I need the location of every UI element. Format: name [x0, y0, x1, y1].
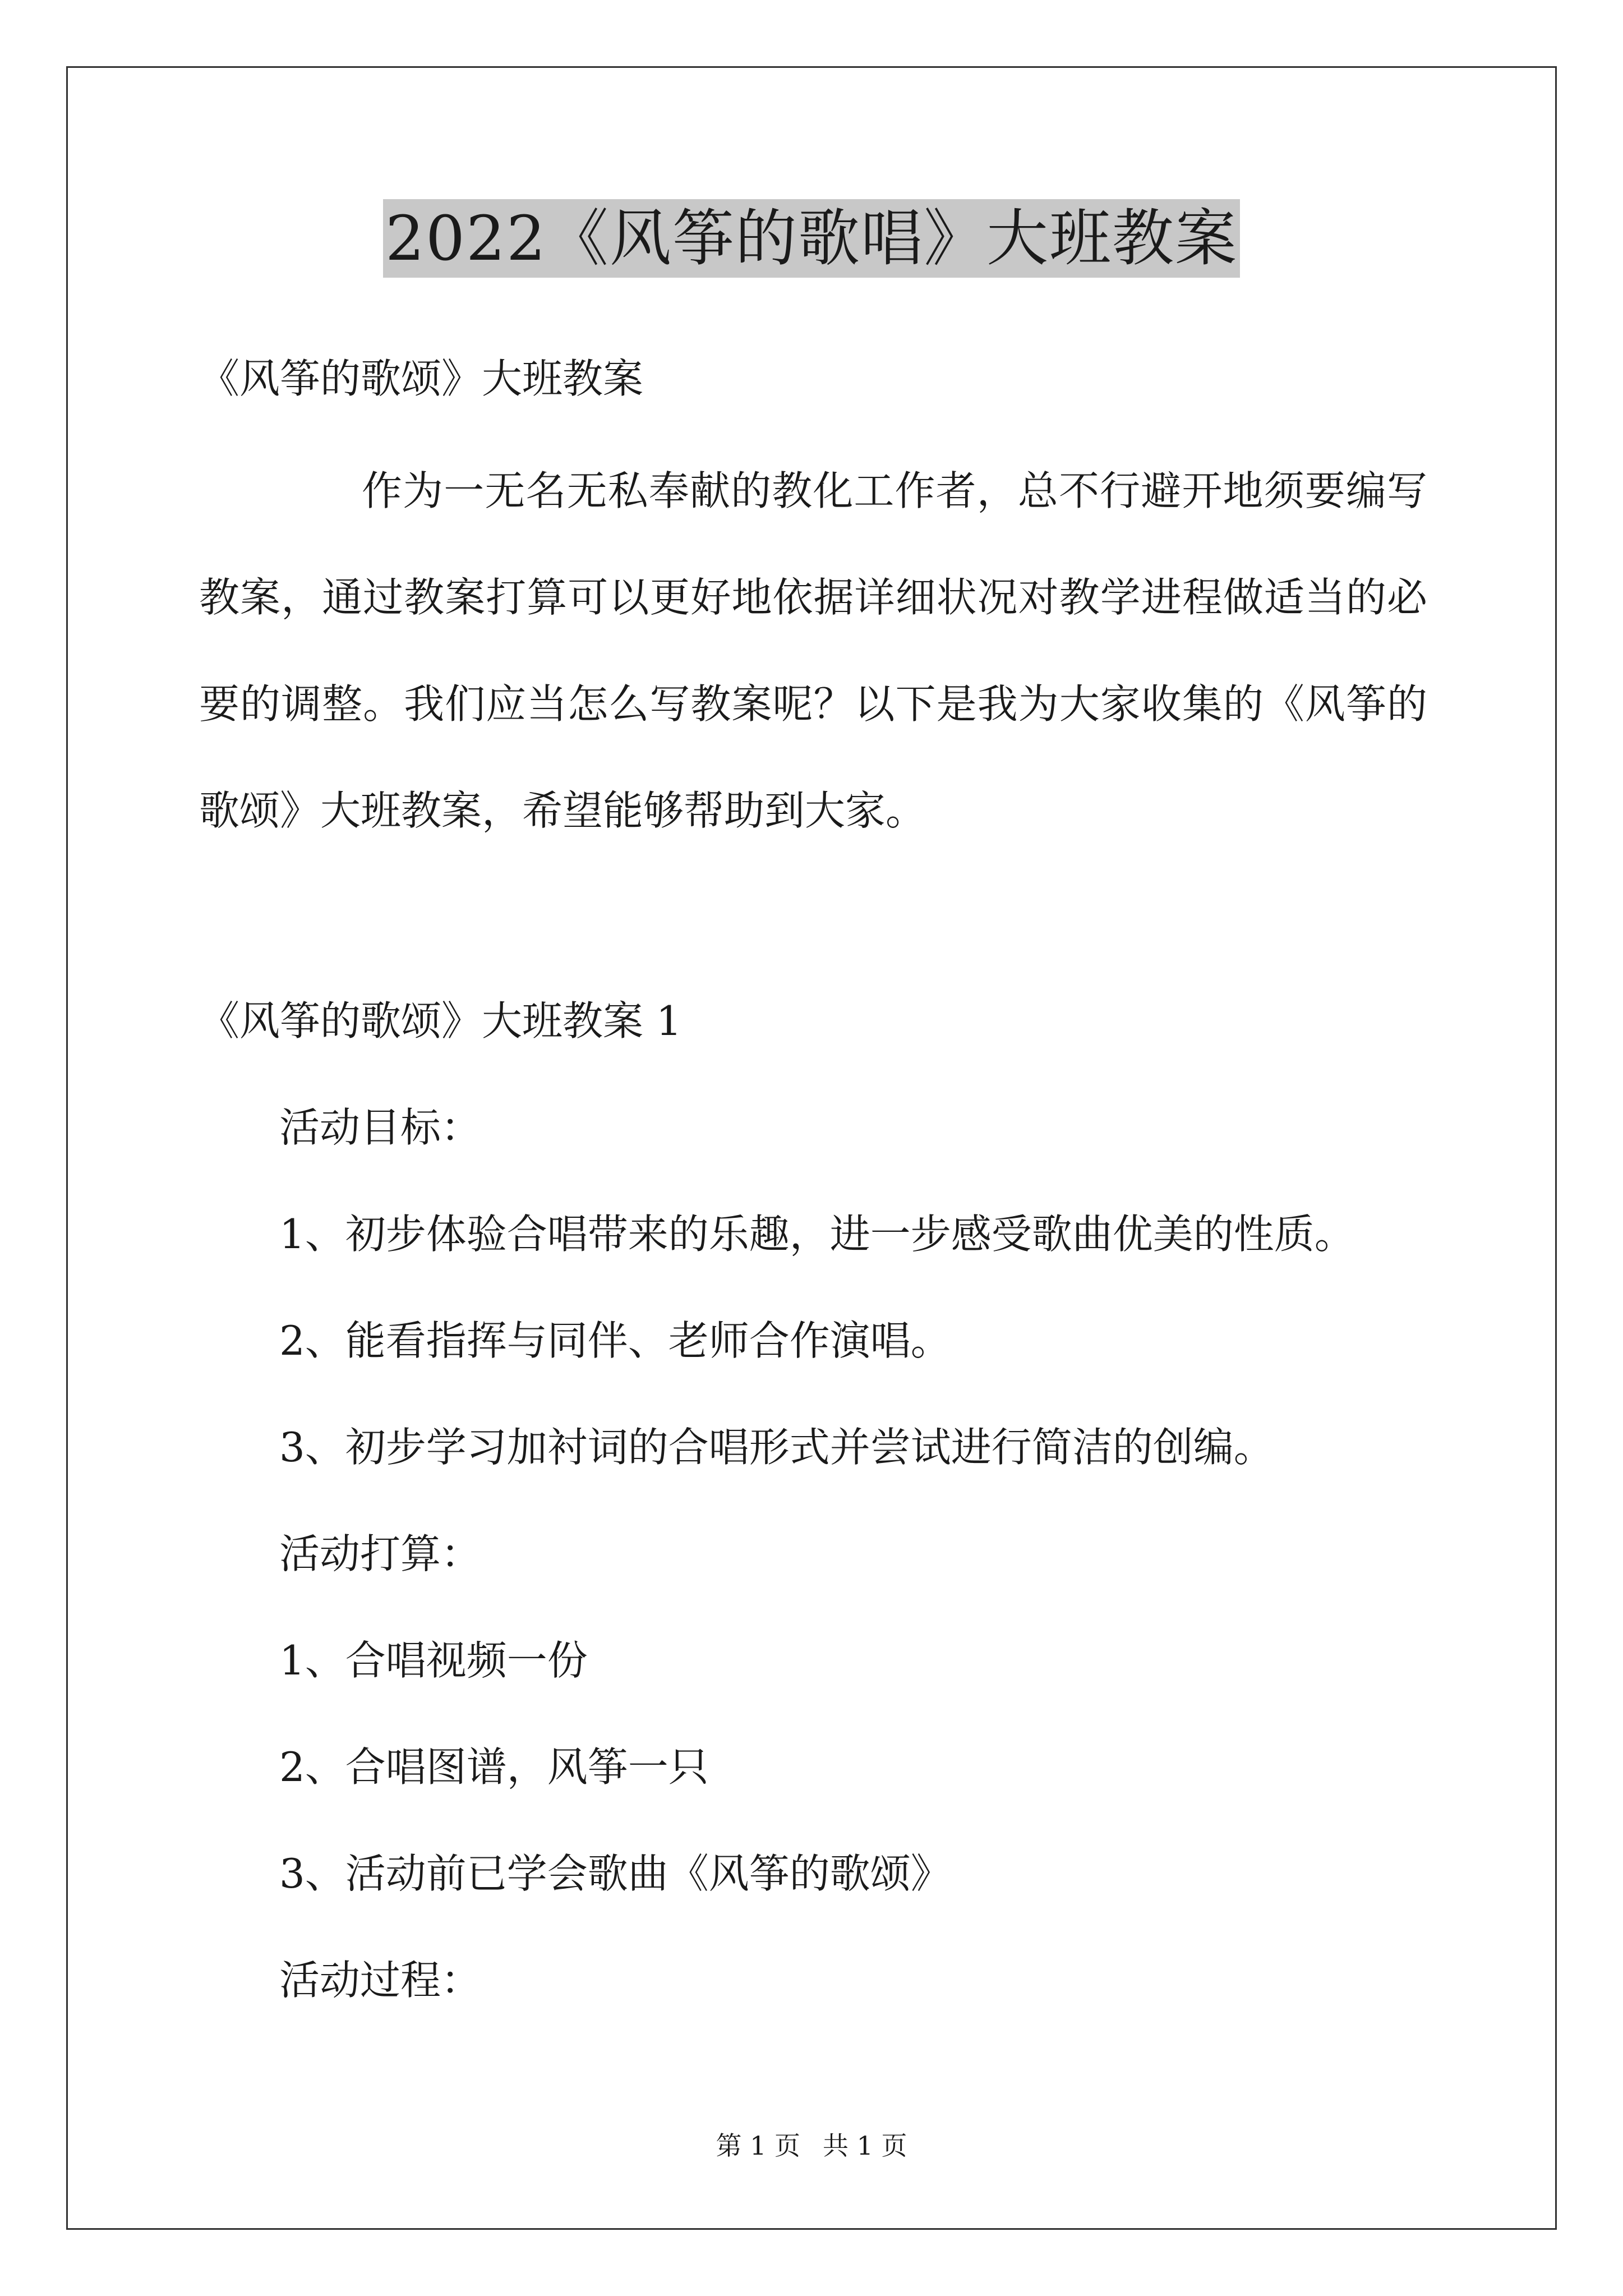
prep-item: 3、活动前已学会歌曲《风筝的歌颂》	[279, 1850, 951, 1897]
title-block	[0, 199, 1623, 278]
goal-item: 3、初步学习加衬词的合唱形式并尝试进行简洁的创编。	[279, 1424, 1274, 1471]
page-total: 共 1 页	[823, 2131, 907, 2161]
goal-item: 2、能看指挥与同伴、老师合作演唱。	[279, 1317, 951, 1364]
section-heading: 《风筝的歌颂》大班教案 1	[199, 997, 682, 1045]
intro-paragraph: 作为一无名无私奉献的教化工作者，总不行避开地须要编写教案，通过教案打算可以更好地依据详细状况对教学进程做适当的必要的调整。我们应当怎么写教案呢？以下是我为大家收集的《风筝的歌颂》大班教案，希望能够帮助到大家。	[199, 467, 1427, 834]
page-number: 第 1 页	[716, 2131, 800, 2161]
subtitle: 《风筝的歌颂》大班教案	[199, 355, 644, 402]
goals-label: 活动目标：	[279, 1104, 482, 1151]
process-label: 活动过程：	[279, 1957, 482, 2004]
prep-item: 2、合唱图谱，风筝一只	[279, 1743, 709, 1791]
prep-item: 1、合唱视频一份	[279, 1637, 588, 1684]
page-footer	[0, 2129, 1623, 2162]
prep-label: 活动打算：	[279, 1530, 482, 1577]
document-title: 2022《风筝的歌唱》大班教案	[383, 199, 1240, 278]
goal-item: 1、初步体验合唱带来的乐趣，进一步感受歌曲优美的性质。	[279, 1211, 1355, 1258]
